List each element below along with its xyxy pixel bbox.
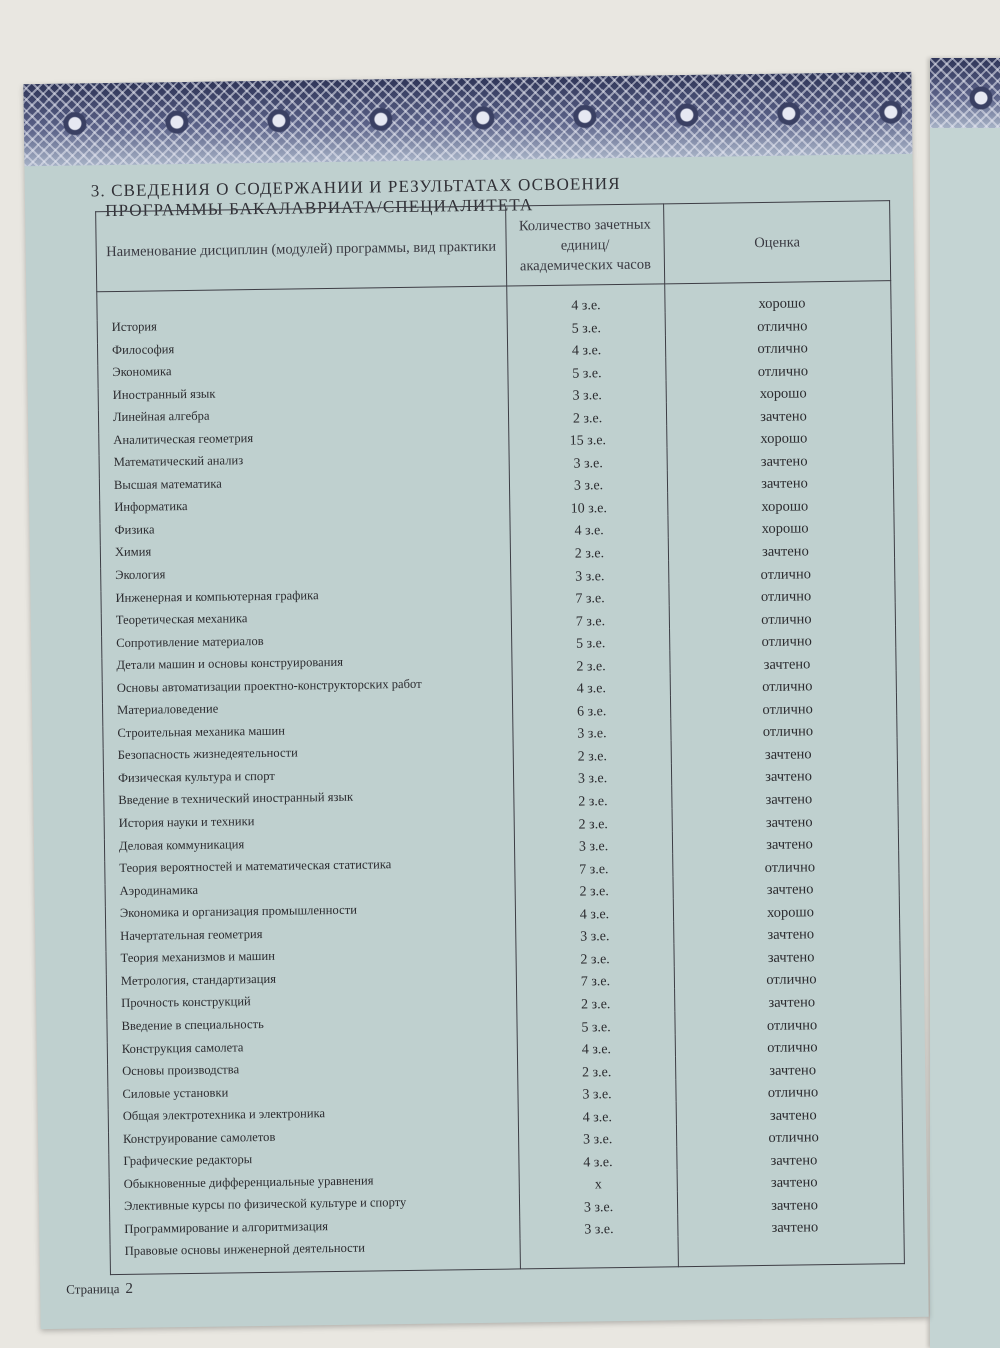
grade-cell: зачтено (667, 467, 893, 493)
credits-cell: 4 з.е. (510, 515, 668, 540)
grade-cell: зачтено (672, 805, 898, 831)
adjacent-page (930, 58, 1000, 1348)
grade-cell: хорошо (667, 422, 893, 448)
credits-cell: 7 з.е. (511, 583, 669, 608)
credits-cell: 3 з.е. (519, 1192, 677, 1217)
grade-cell: зачтено (671, 738, 897, 764)
credits-cell: 6 з.е. (512, 696, 670, 721)
discipline-name-cell: Элективные курсы по физической культуре и спорту (109, 1194, 519, 1222)
diploma-page (23, 72, 928, 1329)
grade-cell: отлично (671, 715, 897, 741)
discipline-name-cell: Основы автоматизации проектно-конструкторских работ (102, 675, 512, 703)
discipline-name-cell: Физика (100, 517, 510, 545)
grade-cell: зачтено (672, 783, 898, 809)
discipline-name-cell: Начертательная геометрия (106, 923, 516, 951)
discipline-name-cell: Конструирование самолетов (108, 1126, 518, 1154)
grade-cell: отлично (674, 963, 900, 989)
header-discipline-name: Наименование дисциплин (модулей) программы, вид практики (96, 206, 507, 292)
grades-table (95, 200, 905, 1275)
credits-cell: 3 з.е. (509, 470, 667, 495)
discipline-name-cell: Экология (101, 563, 511, 591)
header-credits: Количество зачетных единиц/ академических часов (506, 204, 665, 286)
credits-cell: 4 з.е. (515, 898, 673, 923)
credits-cell: 10 з.е. (510, 493, 668, 518)
credits-cell: 5 з.е. (508, 357, 666, 382)
credits-cell: 2 з.е. (513, 741, 671, 766)
credits-cell: 2 з.е. (517, 989, 675, 1014)
grade-cell: отлично (665, 332, 891, 358)
grade-cell: зачтено (677, 1166, 903, 1192)
grade-cell: зачтено (671, 760, 897, 786)
discipline-name-cell: Экономика (98, 360, 508, 388)
credits-cell: 2 з.е. (516, 944, 674, 969)
grade-cell: хорошо (668, 512, 894, 538)
grade-cell: хорошо (673, 895, 899, 921)
discipline-name-cell: Высшая математика (99, 472, 509, 500)
discipline-name-cell: Конструкция самолета (107, 1036, 517, 1064)
credits-cell: x (519, 1169, 677, 1194)
credits-cell: 2 з.е. (512, 650, 670, 675)
discipline-name-cell: Деловая коммуникация (104, 833, 514, 861)
grade-cell: отлично (676, 1121, 902, 1147)
discipline-name-cell: Химия (100, 540, 510, 568)
discipline-name-cell: Теория вероятностей и математическая статистика (105, 856, 515, 884)
credits-cell: 5 з.е. (512, 628, 670, 653)
credits-cell: 15 з.е. (509, 425, 667, 450)
discipline-name-cell: Философия (97, 337, 507, 365)
grade-cell: отлично (670, 692, 896, 718)
discipline-name-cell: Силовые установки (108, 1081, 518, 1109)
discipline-name-cell: Строительная механика машин (103, 720, 513, 748)
grade-cell: отлично (675, 1031, 901, 1057)
credits-cell: 3 з.е. (513, 763, 671, 788)
discipline-name-cell: История (97, 315, 507, 343)
discipline-name-cell: История науки и техники (104, 811, 514, 839)
grade-cell: хорошо (668, 490, 894, 516)
grade-cell: зачтено (675, 986, 901, 1012)
section-title-line1: 3. СВЕДЕНИЯ О СОДЕРЖАНИИ И РЕЗУЛЬТАТАХ ОСВОЕНИЯ (90, 173, 621, 201)
discipline-name-cell: Введение в технический иностранный язык (104, 788, 514, 816)
grade-cell: отлично (673, 850, 899, 876)
adjacent-page-ornament (930, 58, 1000, 128)
credits-cell (520, 1237, 678, 1270)
grade-cell: отлично (676, 1076, 902, 1102)
credits-cell: 3 з.е. (518, 1124, 676, 1149)
discipline-name-cell: Метрология, стандартизация (106, 968, 516, 996)
credits-cell: 2 з.е. (514, 808, 672, 833)
credits-cell: 3 з.е. (518, 1079, 676, 1104)
credits-cell: 3 з.е. (520, 1214, 678, 1239)
credits-cell: 5 з.е. (517, 1011, 675, 1036)
grade-cell: зачтено (675, 1053, 901, 1079)
discipline-name-cell: Графические редакторы (109, 1149, 519, 1177)
grade-cell: зачтено (677, 1143, 903, 1169)
grade-cell: отлично (669, 580, 895, 606)
credits-cell: 5 з.е. (507, 312, 665, 337)
grade-cell: зачтено (670, 647, 896, 673)
grade-cell: зачтено (666, 399, 892, 425)
grade-cell: хорошо (666, 377, 892, 403)
discipline-name-cell: Линейная алгебра (98, 405, 508, 433)
discipline-name-cell: Детали машин и основы конструирования (102, 653, 512, 681)
ornamental-band (23, 72, 912, 166)
grade-cell: зачтено (672, 828, 898, 854)
discipline-name-cell: Теоретическая механика (101, 608, 511, 636)
credits-cell: 7 з.е. (516, 966, 674, 991)
discipline-name-cell: Общая электротехника и электроника (108, 1104, 518, 1132)
grade-cell: зачтено (673, 873, 899, 899)
grade-cell: зачтено (677, 1188, 903, 1214)
grade-cell: зачтено (674, 940, 900, 966)
discipline-name-cell: Математический анализ (99, 450, 509, 478)
grade-cell: отлично (670, 625, 896, 651)
discipline-name-cell: Аэродинамика (105, 878, 515, 906)
discipline-name-cell: Введение в специальность (107, 1013, 517, 1041)
discipline-name-cell: Экономика и организация промышленности (105, 901, 515, 929)
credits-cell: 2 з.е. (515, 876, 673, 901)
credits-cell: 3 з.е. (513, 718, 671, 743)
grade-cell: отлично (669, 557, 895, 583)
grade-cell: зачтено (678, 1211, 904, 1237)
discipline-name-cell: Сопротивление материалов (102, 630, 512, 658)
discipline-name-cell: Программирование и алгоритмизация (110, 1216, 520, 1244)
grade-cell: зачтено (674, 918, 900, 944)
discipline-name-cell: Иностранный язык (98, 382, 508, 410)
discipline-name-cell: Аналитическая геометрия (99, 427, 509, 455)
credits-cell: 3 з.е. (516, 921, 674, 946)
grade-cell: зачтено (676, 1098, 902, 1124)
credits-cell: 3 з.е. (509, 448, 667, 473)
table-body (97, 281, 905, 1275)
grade-cell: отлично (665, 309, 891, 335)
grade-cell: зачтено (668, 535, 894, 561)
page-number: 2 (125, 1280, 134, 1297)
table-header-row (96, 201, 891, 292)
credits-cell: 7 з.е. (511, 605, 669, 630)
credits-cell: 4 з.е. (507, 335, 665, 360)
discipline-name-cell: Обыкновенные дифференциальные уравнения (109, 1171, 519, 1199)
grade-cell: отлично (670, 670, 896, 696)
discipline-name-cell: Основы производства (108, 1059, 518, 1087)
credits-cell: 7 з.е. (515, 853, 673, 878)
credits-cell: 4 з.е. (512, 673, 670, 698)
page-footer (66, 1281, 133, 1299)
credits-cell: 4 з.е. (518, 1101, 676, 1126)
grade-cell: отлично (669, 602, 895, 628)
credits-cell: 2 з.е. (508, 403, 666, 428)
credits-cell: 3 з.е. (508, 380, 666, 405)
credits-cell: 4 з.е. (517, 1034, 675, 1059)
discipline-name-cell: Правовые основы инженерной деятельности (110, 1239, 520, 1275)
header-grade: Оценка (664, 201, 891, 284)
page-label: Страница (66, 1281, 120, 1297)
discipline-name-cell: Физическая культура и спорт (103, 765, 513, 793)
credits-cell: 3 з.е. (514, 831, 672, 856)
grade-cell: хорошо (665, 281, 891, 313)
grade-cell (678, 1233, 904, 1267)
credits-cell: 2 з.е. (514, 786, 672, 811)
grade-cell: отлично (675, 1008, 901, 1034)
section-title-line2: ПРОГРАММЫ БАКАЛАВРИАТА/СПЕЦИАЛИТЕТА (104, 195, 534, 221)
grade-cell: отлично (666, 354, 892, 380)
credits-cell: 2 з.е. (510, 538, 668, 563)
grade-cell: зачтено (667, 444, 893, 470)
discipline-name-cell: Безопасность жизнедеятельности (103, 743, 513, 771)
credits-cell: 2 з.е. (518, 1056, 676, 1081)
discipline-name-cell: Инженерная и компьютерная графика (101, 585, 511, 613)
discipline-name-cell: Материаловедение (103, 698, 513, 726)
discipline-name-cell: Информатика (100, 495, 510, 523)
credits-cell: 3 з.е. (511, 560, 669, 585)
discipline-name-cell: Прочность конструкций (107, 991, 517, 1019)
discipline-name-cell: Теория механизмов и машин (106, 946, 516, 974)
credits-cell: 4 з.е. (507, 284, 665, 315)
credits-cell: 4 з.е. (519, 1146, 677, 1171)
